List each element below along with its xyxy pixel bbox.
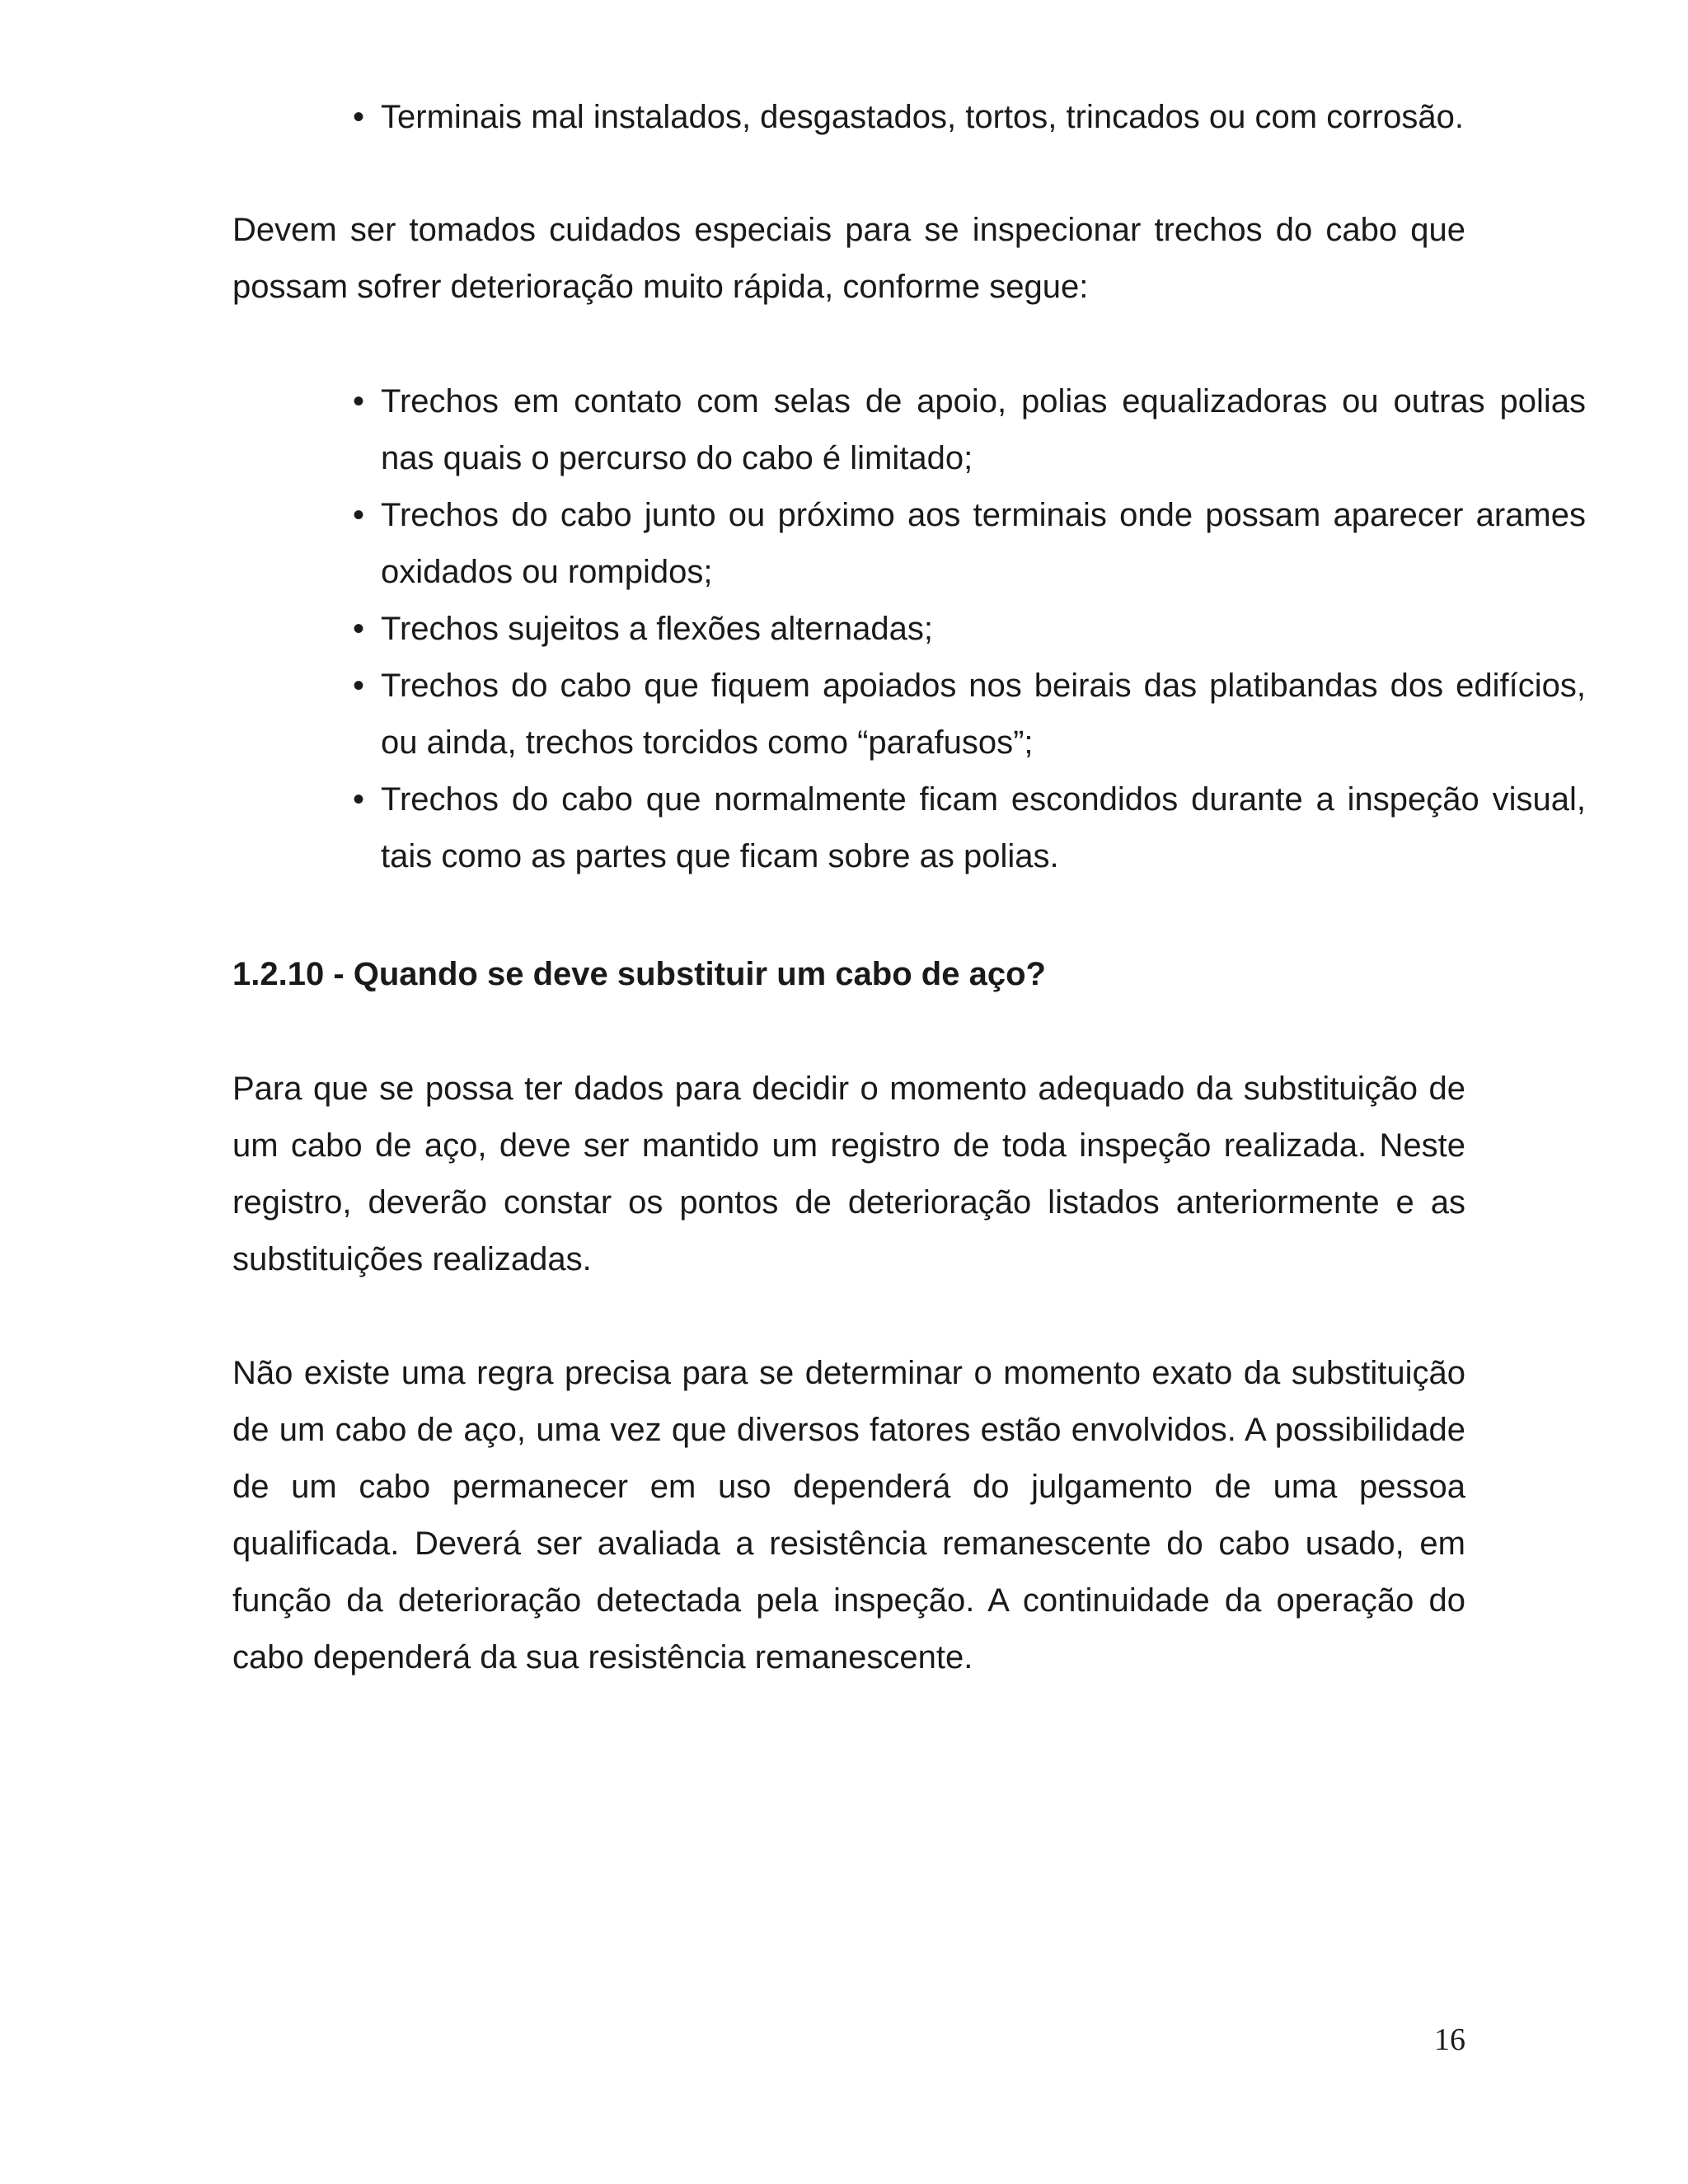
section-heading: 1.2.10 - Quando se deve substituir um cabo de aço? — [232, 956, 1046, 992]
list-item-text: Trechos em contato com selas de apoio, polias equalizadoras ou outras polias nas quais o percurso do cabo é limitado; — [381, 383, 1586, 476]
list-item-text: Trechos do cabo que fiquem apoiados nos beirais das platibandas dos edifícios, ou ainda, trechos torcidos como “parafusos”; — [381, 668, 1586, 761]
bullet-icon: • — [353, 611, 365, 647]
list-item-text: Trechos sujeitos a flexões alternadas; — [381, 611, 933, 647]
list-item-text: Terminais mal instalados, desgastados, tortos, trincados ou com corrosão. — [381, 99, 1464, 135]
list-item — [353, 658, 1586, 771]
intro-paragraph: Devem ser tomados cuidados especiais para se inspecionar trechos do cabo que possam sofrer deterioração muito rápida, conforme segue: — [232, 212, 1465, 305]
page-number: 16 — [1434, 2022, 1465, 2057]
list-item — [353, 771, 1586, 885]
list-item-text: Trechos do cabo junto ou próximo aos terminais onde possam aparecer arames oxidados ou rompidos; — [381, 497, 1586, 590]
list-item — [353, 373, 1586, 487]
bullet-icon: • — [353, 668, 365, 704]
paragraph-inspection-record: Para que se possa ter dados para decidir o momento adequado da substituição de um cabo de aço, deve ser mantido um registro de toda inspeção realizada. Neste registro, deverão constar os pontos de deterioração listados anteriormente e as substituições realizadas. — [232, 1071, 1465, 1277]
top-bullet-list — [232, 89, 1586, 146]
document-page — [232, 0, 1586, 2184]
list-item — [353, 487, 1586, 601]
list-item-text: Trechos do cabo que normalmente ficam escondidos durante a inspeção visual, tais como as partes que ficam sobre as polias. — [381, 781, 1586, 874]
list-item — [353, 89, 1586, 146]
list-item — [353, 601, 1586, 658]
paragraph-replacement-criteria: Não existe uma regra precisa para se determinar o momento exato da substituição de um cabo de aço, uma vez que diversos fatores estão envolvidos. A possibilidade de um cabo permanecer em uso dependerá do julgamento de uma pessoa qualificada. Deverá ser avaliada a resistência remanescente do cabo usado, em função da deterioração detectada pela inspeção. A continuidade da operação do cabo dependerá da sua resistência remanescente. — [232, 1355, 1465, 1675]
bullet-icon: • — [353, 383, 365, 419]
deterioration-bullet-list — [232, 373, 1586, 885]
bullet-icon: • — [353, 497, 365, 533]
bullet-icon: • — [353, 781, 365, 818]
bullet-icon: • — [353, 99, 365, 135]
